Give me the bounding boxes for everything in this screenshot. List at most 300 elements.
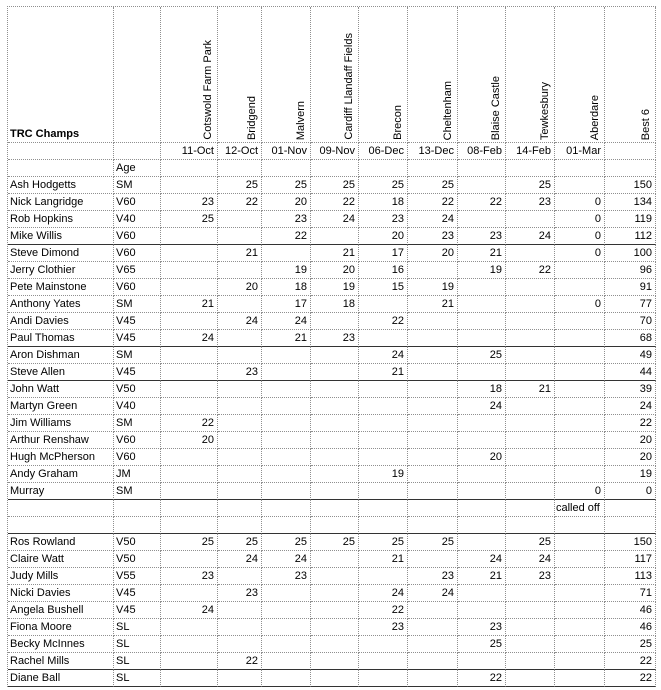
age-cell[interactable] (114, 500, 161, 517)
score-cell[interactable] (262, 466, 311, 483)
score-cell[interactable] (262, 602, 311, 619)
score-cell[interactable]: 20 (161, 432, 218, 449)
venue-date-cell[interactable]: 13-Dec (408, 143, 458, 160)
venue-date-cell[interactable]: 09-Nov (311, 143, 359, 160)
score-cell[interactable]: 25 (218, 534, 262, 551)
best6-cell[interactable]: 134 (605, 194, 656, 211)
score-cell[interactable] (161, 347, 218, 364)
score-cell[interactable] (408, 262, 458, 279)
empty-cell[interactable] (506, 517, 555, 534)
score-cell[interactable]: 23 (218, 585, 262, 602)
score-cell[interactable]: 24 (458, 398, 506, 415)
score-cell[interactable] (161, 585, 218, 602)
score-cell[interactable]: 15 (359, 279, 408, 296)
score-cell[interactable] (458, 466, 506, 483)
score-cell[interactable] (218, 330, 262, 347)
score-cell[interactable]: 22 (218, 653, 262, 670)
score-cell[interactable]: 25 (359, 177, 408, 194)
name-cell[interactable]: Ash Hodgetts (8, 177, 114, 194)
empty-cell[interactable] (555, 517, 605, 534)
score-cell[interactable] (161, 177, 218, 194)
score-cell[interactable]: 23 (506, 568, 555, 585)
score-cell[interactable] (218, 636, 262, 653)
score-cell[interactable] (262, 585, 311, 602)
age-cell[interactable]: V45 (114, 313, 161, 330)
score-cell[interactable]: 18 (311, 296, 359, 313)
score-cell[interactable] (161, 279, 218, 296)
score-cell[interactable]: 20 (359, 228, 408, 245)
best6-cell[interactable]: 22 (605, 670, 656, 687)
best6-cell[interactable]: 96 (605, 262, 656, 279)
score-cell[interactable] (555, 636, 605, 653)
score-cell[interactable]: 24 (359, 347, 408, 364)
age-cell[interactable] (114, 143, 161, 160)
score-cell[interactable] (408, 313, 458, 330)
age-cell[interactable]: JM (114, 466, 161, 483)
score-cell[interactable] (161, 670, 218, 687)
venue-date-cell[interactable]: 01-Mar (555, 143, 605, 160)
score-cell[interactable]: 21 (218, 245, 262, 262)
venue-header-cell[interactable] (161, 7, 218, 143)
best6-cell[interactable]: 24 (605, 398, 656, 415)
name-cell[interactable]: Aron Dishman (8, 347, 114, 364)
name-cell[interactable]: Becky McInnes (8, 636, 114, 653)
score-cell[interactable] (161, 313, 218, 330)
score-cell[interactable] (218, 466, 262, 483)
score-cell[interactable] (408, 636, 458, 653)
score-cell[interactable] (311, 432, 359, 449)
score-cell[interactable] (161, 551, 218, 568)
score-cell[interactable] (408, 670, 458, 687)
empty-cell[interactable] (605, 517, 656, 534)
best6-cell[interactable]: 113 (605, 568, 656, 585)
score-cell[interactable] (555, 670, 605, 687)
best6-cell[interactable]: 150 (605, 534, 656, 551)
name-cell[interactable]: Steve Allen (8, 364, 114, 381)
score-cell[interactable] (555, 585, 605, 602)
score-cell[interactable]: 20 (458, 449, 506, 466)
score-cell[interactable] (359, 398, 408, 415)
score-cell[interactable] (161, 500, 218, 517)
score-cell[interactable] (218, 500, 262, 517)
score-cell[interactable] (408, 449, 458, 466)
score-cell[interactable]: 23 (311, 330, 359, 347)
name-cell[interactable]: Nick Langridge (8, 194, 114, 211)
score-cell[interactable]: 25 (506, 534, 555, 551)
score-cell[interactable] (262, 364, 311, 381)
score-cell[interactable] (218, 483, 262, 500)
score-cell[interactable] (506, 636, 555, 653)
score-cell[interactable]: 21 (506, 381, 555, 398)
score-cell[interactable] (555, 602, 605, 619)
venue-date-cell[interactable]: 14-Feb (506, 143, 555, 160)
score-cell[interactable]: 23 (161, 194, 218, 211)
score-cell[interactable] (311, 653, 359, 670)
score-cell[interactable] (408, 432, 458, 449)
age-cell[interactable]: V45 (114, 585, 161, 602)
score-cell[interactable]: 25 (458, 636, 506, 653)
score-cell[interactable]: 23 (458, 619, 506, 636)
score-cell[interactable] (311, 449, 359, 466)
age-cell[interactable]: SM (114, 415, 161, 432)
venue-date-cell[interactable]: 11-Oct (161, 143, 218, 160)
score-cell[interactable] (311, 551, 359, 568)
score-cell[interactable] (458, 483, 506, 500)
score-cell[interactable] (161, 619, 218, 636)
score-cell[interactable] (506, 245, 555, 262)
score-cell[interactable] (555, 534, 605, 551)
score-cell[interactable] (506, 211, 555, 228)
score-cell[interactable] (161, 381, 218, 398)
name-cell[interactable]: Pete Mainstone (8, 279, 114, 296)
score-cell[interactable] (458, 211, 506, 228)
best6-cell[interactable]: 46 (605, 619, 656, 636)
age-cell[interactable]: V60 (114, 194, 161, 211)
name-cell[interactable]: John Watt (8, 381, 114, 398)
venue-date-cell[interactable]: 01-Nov (262, 143, 311, 160)
score-cell[interactable] (359, 500, 408, 517)
score-cell[interactable] (161, 228, 218, 245)
empty-cell[interactable] (218, 517, 262, 534)
score-cell[interactable]: 20 (311, 262, 359, 279)
score-cell[interactable] (458, 653, 506, 670)
score-cell[interactable] (555, 313, 605, 330)
score-cell[interactable] (262, 381, 311, 398)
age-cell[interactable]: SM (114, 483, 161, 500)
empty-cell[interactable] (359, 517, 408, 534)
score-cell[interactable] (262, 245, 311, 262)
best6-cell[interactable]: 22 (605, 415, 656, 432)
name-cell[interactable]: Claire Watt (8, 551, 114, 568)
score-cell[interactable] (506, 279, 555, 296)
score-cell[interactable]: 22 (161, 415, 218, 432)
best6-cell[interactable]: 25 (605, 636, 656, 653)
score-cell[interactable] (506, 330, 555, 347)
score-cell[interactable] (311, 602, 359, 619)
best6-cell[interactable]: 71 (605, 585, 656, 602)
score-cell[interactable]: 0 (555, 245, 605, 262)
score-cell[interactable]: 25 (408, 534, 458, 551)
score-cell[interactable]: 25 (506, 177, 555, 194)
empty-cell[interactable] (114, 517, 161, 534)
score-cell[interactable]: 18 (458, 381, 506, 398)
venue-header-cell[interactable] (555, 7, 605, 143)
venue-date-cell[interactable]: 12-Oct (218, 143, 262, 160)
score-cell[interactable] (506, 449, 555, 466)
score-cell[interactable] (506, 466, 555, 483)
score-cell[interactable]: 25 (161, 534, 218, 551)
score-cell[interactable] (262, 483, 311, 500)
score-cell[interactable] (408, 398, 458, 415)
name-cell[interactable]: Ros Rowland (8, 534, 114, 551)
score-cell[interactable] (218, 568, 262, 585)
score-cell[interactable] (458, 602, 506, 619)
score-cell[interactable] (408, 653, 458, 670)
name-cell[interactable]: Judy Mills (8, 568, 114, 585)
score-cell[interactable]: 24 (161, 330, 218, 347)
age-cell[interactable]: V60 (114, 432, 161, 449)
score-cell[interactable] (359, 160, 408, 177)
name-cell[interactable]: Andy Graham (8, 466, 114, 483)
score-cell[interactable] (408, 347, 458, 364)
age-cell[interactable]: V45 (114, 602, 161, 619)
score-cell[interactable]: 21 (311, 245, 359, 262)
score-cell[interactable] (506, 619, 555, 636)
score-cell[interactable]: 0 (555, 228, 605, 245)
age-cell[interactable]: SL (114, 636, 161, 653)
score-cell[interactable] (555, 262, 605, 279)
score-cell[interactable]: 21 (458, 245, 506, 262)
score-cell[interactable]: 19 (262, 262, 311, 279)
score-cell[interactable] (506, 160, 555, 177)
score-cell[interactable]: 22 (311, 194, 359, 211)
score-cell[interactable]: 19 (408, 279, 458, 296)
score-cell[interactable]: 23 (262, 211, 311, 228)
score-cell[interactable]: 21 (359, 364, 408, 381)
score-cell[interactable] (218, 432, 262, 449)
score-cell[interactable]: 19 (311, 279, 359, 296)
score-cell[interactable]: 21 (408, 296, 458, 313)
score-cell[interactable] (359, 330, 408, 347)
score-cell[interactable] (161, 262, 218, 279)
score-cell[interactable] (506, 670, 555, 687)
score-cell[interactable] (262, 500, 311, 517)
score-cell[interactable]: 24 (218, 313, 262, 330)
best6-cell[interactable]: 150 (605, 177, 656, 194)
score-cell[interactable] (458, 177, 506, 194)
name-cell[interactable] (8, 160, 114, 177)
empty-cell[interactable] (161, 517, 218, 534)
score-cell[interactable] (262, 432, 311, 449)
score-cell[interactable] (311, 619, 359, 636)
score-cell[interactable] (311, 313, 359, 330)
age-cell[interactable]: V40 (114, 398, 161, 415)
name-cell[interactable]: Nicki Davies (8, 585, 114, 602)
score-cell[interactable] (458, 432, 506, 449)
score-cell[interactable] (262, 160, 311, 177)
name-cell[interactable]: Steve Dimond (8, 245, 114, 262)
best6-header-cell[interactable] (605, 7, 656, 143)
score-cell[interactable]: 25 (262, 177, 311, 194)
score-cell[interactable] (161, 466, 218, 483)
score-cell[interactable] (458, 313, 506, 330)
score-cell[interactable]: 20 (408, 245, 458, 262)
name-cell[interactable]: Mike Willis (8, 228, 114, 245)
score-cell[interactable]: 21 (161, 296, 218, 313)
best6-cell[interactable]: 20 (605, 432, 656, 449)
name-cell[interactable]: Andi Davies (8, 313, 114, 330)
score-cell[interactable] (311, 160, 359, 177)
venue-header-cell[interactable] (218, 7, 262, 143)
name-cell[interactable] (8, 143, 114, 160)
score-cell[interactable] (262, 415, 311, 432)
age-cell[interactable]: V50 (114, 381, 161, 398)
score-cell[interactable]: 25 (458, 347, 506, 364)
age-cell[interactable]: V45 (114, 330, 161, 347)
age-cell[interactable]: SL (114, 653, 161, 670)
score-cell[interactable]: 20 (262, 194, 311, 211)
score-cell[interactable] (311, 670, 359, 687)
empty-cell[interactable] (408, 517, 458, 534)
sheet-title-cell[interactable]: TRC Champs (8, 7, 114, 143)
score-cell[interactable] (161, 398, 218, 415)
score-cell[interactable] (311, 381, 359, 398)
score-cell[interactable] (359, 415, 408, 432)
score-cell[interactable]: 19 (359, 466, 408, 483)
score-cell[interactable]: 23 (359, 211, 408, 228)
score-cell[interactable] (458, 500, 506, 517)
score-cell[interactable] (218, 160, 262, 177)
age-cell[interactable]: V40 (114, 211, 161, 228)
score-cell[interactable] (506, 313, 555, 330)
best6-cell[interactable]: 91 (605, 279, 656, 296)
score-cell[interactable] (506, 398, 555, 415)
score-cell[interactable] (359, 653, 408, 670)
score-cell[interactable]: 25 (311, 177, 359, 194)
score-cell[interactable] (506, 296, 555, 313)
score-cell[interactable]: 22 (359, 313, 408, 330)
best6-cell[interactable]: 119 (605, 211, 656, 228)
score-cell[interactable] (218, 670, 262, 687)
best6-cell[interactable]: 117 (605, 551, 656, 568)
age-header-cell[interactable] (114, 7, 161, 143)
age-cell[interactable]: V55 (114, 568, 161, 585)
score-cell[interactable] (262, 449, 311, 466)
score-cell[interactable] (262, 636, 311, 653)
score-cell[interactable] (161, 653, 218, 670)
score-cell[interactable] (161, 636, 218, 653)
score-cell[interactable] (311, 483, 359, 500)
best6-cell[interactable]: 112 (605, 228, 656, 245)
empty-cell[interactable] (262, 517, 311, 534)
score-cell[interactable]: 24 (218, 551, 262, 568)
score-cell[interactable] (555, 398, 605, 415)
name-cell[interactable]: Murray (8, 483, 114, 500)
score-cell[interactable]: 0 (555, 296, 605, 313)
score-cell[interactable] (359, 432, 408, 449)
score-cell[interactable] (408, 364, 458, 381)
score-cell[interactable]: 20 (218, 279, 262, 296)
score-cell[interactable] (408, 500, 458, 517)
age-cell[interactable]: V60 (114, 449, 161, 466)
score-cell[interactable] (311, 228, 359, 245)
score-cell[interactable] (408, 415, 458, 432)
score-cell[interactable]: 16 (359, 262, 408, 279)
score-cell[interactable] (359, 449, 408, 466)
score-cell[interactable] (161, 160, 218, 177)
score-cell[interactable]: 23 (458, 228, 506, 245)
called-off-note-cell[interactable]: called off (555, 500, 605, 517)
venue-header-cell[interactable] (408, 7, 458, 143)
age-cell[interactable]: SM (114, 177, 161, 194)
score-cell[interactable] (555, 177, 605, 194)
score-cell[interactable] (311, 466, 359, 483)
score-cell[interactable] (218, 602, 262, 619)
score-cell[interactable] (506, 483, 555, 500)
score-cell[interactable] (408, 381, 458, 398)
score-cell[interactable] (458, 534, 506, 551)
score-cell[interactable]: 25 (311, 534, 359, 551)
venue-header-cell[interactable] (506, 7, 555, 143)
best6-cell[interactable]: 19 (605, 466, 656, 483)
score-cell[interactable]: 18 (262, 279, 311, 296)
score-cell[interactable]: 23 (408, 568, 458, 585)
score-cell[interactable] (408, 466, 458, 483)
age-cell[interactable]: V50 (114, 534, 161, 551)
score-cell[interactable] (555, 279, 605, 296)
score-cell[interactable] (555, 415, 605, 432)
score-cell[interactable]: 25 (408, 177, 458, 194)
score-cell[interactable] (555, 568, 605, 585)
score-cell[interactable] (555, 364, 605, 381)
score-cell[interactable] (359, 483, 408, 500)
score-cell[interactable] (161, 245, 218, 262)
empty-cell[interactable] (311, 517, 359, 534)
score-cell[interactable] (262, 653, 311, 670)
score-cell[interactable] (408, 551, 458, 568)
age-cell[interactable]: V60 (114, 228, 161, 245)
score-cell[interactable]: 24 (262, 551, 311, 568)
name-cell[interactable]: Rachel Mills (8, 653, 114, 670)
best6-cell[interactable] (605, 500, 656, 517)
score-cell[interactable]: 0 (555, 194, 605, 211)
age-cell[interactable]: V65 (114, 262, 161, 279)
score-cell[interactable] (458, 585, 506, 602)
score-cell[interactable] (458, 330, 506, 347)
venue-date-cell[interactable]: 06-Dec (359, 143, 408, 160)
best6-cell[interactable]: 77 (605, 296, 656, 313)
name-cell[interactable]: Jerry Clothier (8, 262, 114, 279)
score-cell[interactable] (359, 568, 408, 585)
score-cell[interactable]: 0 (555, 211, 605, 228)
score-cell[interactable] (408, 619, 458, 636)
score-cell[interactable] (218, 398, 262, 415)
score-cell[interactable]: 22 (262, 228, 311, 245)
name-cell[interactable]: Diane Ball (8, 670, 114, 687)
score-cell[interactable]: 22 (218, 194, 262, 211)
score-cell[interactable] (311, 398, 359, 415)
score-cell[interactable]: 24 (506, 551, 555, 568)
score-cell[interactable] (218, 449, 262, 466)
score-cell[interactable] (458, 296, 506, 313)
best6-cell[interactable]: 44 (605, 364, 656, 381)
score-cell[interactable] (218, 347, 262, 364)
score-cell[interactable]: 23 (262, 568, 311, 585)
score-cell[interactable] (458, 160, 506, 177)
score-cell[interactable] (506, 347, 555, 364)
score-cell[interactable] (506, 500, 555, 517)
score-cell[interactable] (262, 670, 311, 687)
score-cell[interactable]: 24 (359, 585, 408, 602)
score-cell[interactable] (311, 347, 359, 364)
score-cell[interactable] (359, 670, 408, 687)
score-cell[interactable] (218, 262, 262, 279)
age-cell[interactable]: V60 (114, 245, 161, 262)
score-cell[interactable]: 22 (506, 262, 555, 279)
age-cell[interactable]: V45 (114, 364, 161, 381)
score-cell[interactable] (218, 296, 262, 313)
score-cell[interactable] (359, 381, 408, 398)
score-cell[interactable]: 18 (359, 194, 408, 211)
score-cell[interactable] (506, 415, 555, 432)
best6-cell[interactable]: 22 (605, 653, 656, 670)
empty-cell[interactable] (458, 517, 506, 534)
name-cell[interactable]: Anthony Yates (8, 296, 114, 313)
best6-date-cell[interactable] (605, 143, 656, 160)
score-cell[interactable] (555, 432, 605, 449)
score-cell[interactable] (311, 636, 359, 653)
score-cell[interactable] (555, 347, 605, 364)
